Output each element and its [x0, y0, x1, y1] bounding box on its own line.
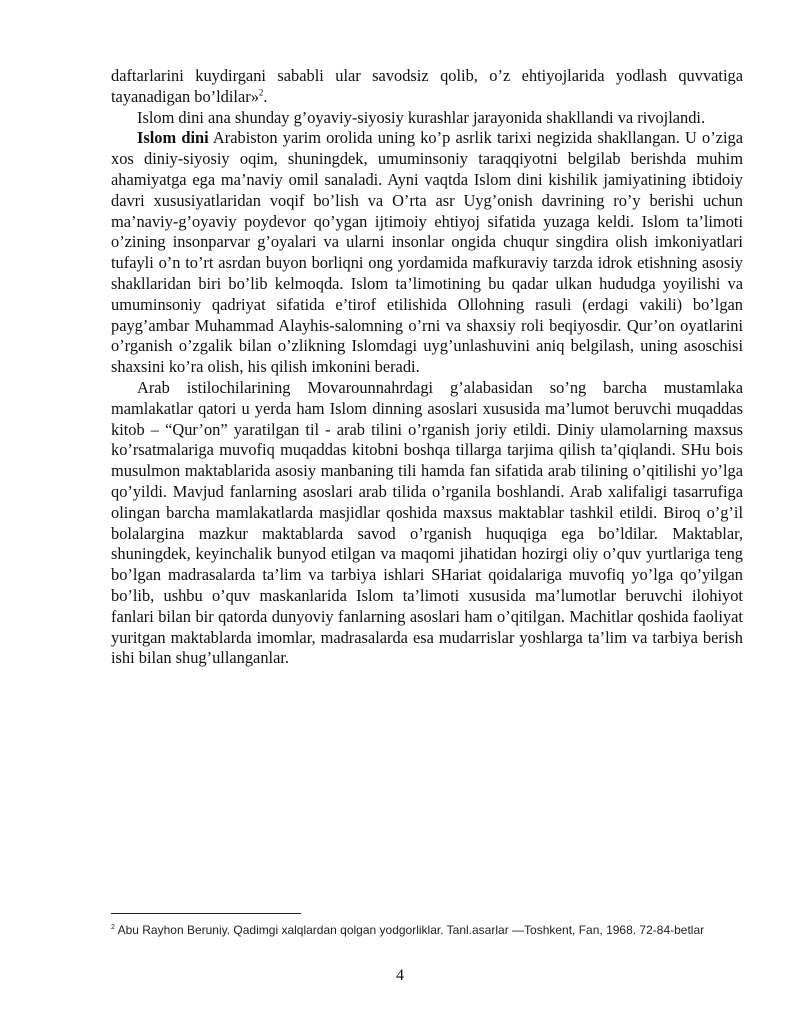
paragraph-tail: .: [263, 86, 268, 106]
paragraph-text: Arabiston yarim orolida uning ko’p asrlik tarixi negizida shakllangan. U o’ziga xos diniy-siyosiy oqim, shuningdek, umuminsoniy taraqqiyotni belgilab berishda muhim ahamiyatga ega ma’naviy omil sanaladi. Ayni vaqtda Islom dini kishilik jamiyatining ibtidoiy davri xususiyatlaridan voqif bo’lish va O’rta asr Uyg’onish davrining ro’y berishi uchun ma’naviy-g’oyaviy poydevor qo’ygan ijtimoiy ehtiyoj sifatida yuzaga keldi. Islom ta’limoti o’zining insonparvar g’oyalari va ularni insonlar ongida chuqur singdira olish imkoniyatlari tufayli o’n to’rt asrdan buyon borliqni ong yordamida mafkuraviy tarzda idrok etishning asosiy shakllaridan biri bo’lib kelmoqda. Islom ta’limotining bu qadar ulkan hududga yoyilishi va umuminsoniy qadriyat sifatida e’tirof etilishida Ollohning rasuli (erdagi vakili) bo’lgan payg’ambar Muhammad Alayhis-salomning o’rni va shaxsiy roli beqiyosdir. Qur’on oyatlarini o’rganish o’zgalik bilan o’zlikning Islomdagi uyg’unlashuvini aniq belgilash, uning asoschisi shaxsini ko’ra olish, his qilish imkonini beradi.: [111, 128, 743, 377]
paragraph-text: Arab istilochilarining Movarounnahrdagi g’alabasidan so’ng barcha mustamlaka mamlakatlar qatori u yerda ham Islom dinning asoslari xususida ma’lumot beruvchi muqaddas kitob – “Qur’on” yaratilgan til - arab tilini o’rganish joriy etildi. Diniy ulamolarning maxsus ko’rsatmalariga muvofiq muqaddas kitobni boshqa tillarga tarjima qilish ta’qiqlandi. SHu bois musulmon maktablarida asosiy manbaning tili hamda fan sifatida arab tilining o’qitilishi yo’lga qo’yildi. Mavjud fanlarning asoslari arab tilida o’rganila boshlandi. Arab xalifaligi tasarrufiga olingan barcha mamlakatlarda masjidlar qoshida maxsus maktablar tashkil etildi. Biroq o’g’il bolalargina mazkur maktablarda savod o’rganish huquqiga ega bo’ldilar. Maktablar, shuningdek, keyinchalik bunyod etilgan va maqomi jihatidan hozirgi oliy o’quv yurtlariga teng bo’lgan madrasalarda ta’lim va tarbiya ishlari SHariat qoidalariga muvofiq yo’lga qo’yilgan bo’lib, ushbu o’quv maskanlarida Islom ta’limoti xususida ma’lumotlar beruvchi ilohiyot fanlari bilan bir qatorda dunyoviy fanlarning asoslari ham o’qitilgan. Machitlar qoshida faoliyat yuritgan maktablarda imomlar, madrasalarda esa mudarrislar yoshlarga ta’lim va tarbiya berish ishi bilan shug’ullanganlar.: [111, 377, 743, 668]
page-number: 4: [396, 967, 404, 984]
footnote-text: Abu Rayhon Beruniy. Qadimgi xalqlardan qolgan yodgorliklar. Tanl.asarlar —Toshkent, Fan, 1968. 72-84-betlar: [114, 923, 705, 937]
paragraph-islom-dini: [111, 128, 743, 378]
footnote: [111, 921, 743, 939]
bold-term: Islom dini: [137, 128, 209, 148]
footnote-reference: 2: [258, 87, 264, 98]
footnote-divider: [111, 913, 301, 914]
body-text: [111, 66, 743, 669]
paragraph-arab-istilochilari: [111, 378, 743, 669]
paragraph-text: daftarlarini kuydirgani sababli ular savodsiz qolib, o’z ehtiyojlarida yodlash quvvatiga tayanadigan bo’ldilar»: [111, 66, 743, 106]
paragraph-text: Islom dini ana shunday g’oyaviy-siyosiy kurashlar jarayonida shakllandi va rivojlandi.: [137, 107, 706, 127]
footnote-marker: 2: [111, 924, 115, 931]
paragraph-continuation: [111, 66, 743, 108]
paragraph-islom-kurash: [111, 108, 743, 129]
